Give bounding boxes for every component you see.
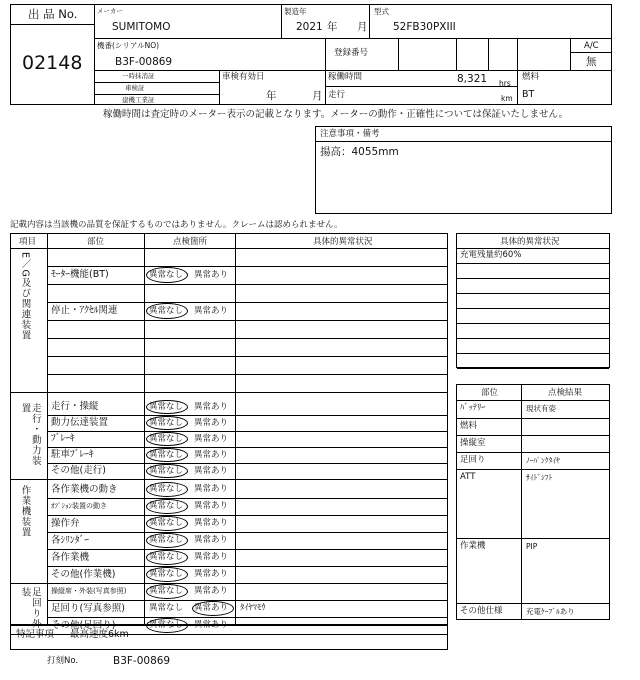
selected-option-circle [146, 416, 188, 430]
selected-option-circle [146, 267, 188, 283]
year-unit: 年 [327, 21, 338, 33]
results-header-part: 部位 [481, 388, 499, 398]
option-normal[interactable]: 異常なし [149, 417, 184, 428]
option-normal[interactable]: 異常なし [149, 305, 184, 316]
row-part: 動力伝達装置 [51, 417, 109, 429]
selected-option-circle [146, 499, 188, 514]
row-part: 走行・操縦 [51, 401, 99, 413]
row-divider [47, 498, 447, 499]
selected-option-circle [146, 464, 188, 478]
row-part: ｵﾌﾟｼｮﾝ装置の動き [51, 502, 107, 510]
option-abnormal[interactable]: 異常あり [194, 586, 229, 596]
table-divider [11, 248, 447, 249]
row-divider [47, 302, 447, 303]
results-part: 足回り [460, 455, 486, 465]
header-detail: 具体的異常状況 [313, 237, 373, 247]
option-abnormal[interactable]: 異常あり [194, 401, 229, 412]
ac-label: A/C [584, 41, 599, 51]
cert-vehicle-inspection: 車検証 [125, 84, 145, 92]
hours-unit: hrs [499, 79, 511, 88]
results-divider [457, 400, 609, 401]
row-divider [47, 374, 447, 375]
results-divider [457, 452, 609, 453]
row-divider [47, 515, 447, 516]
insp-year-unit: 年 [266, 90, 277, 102]
lot-no: 02148 [22, 52, 83, 74]
stamp-no: B3F-00869 [113, 655, 171, 667]
row-divider [47, 431, 447, 432]
detail-divider [457, 368, 609, 369]
option-abnormal[interactable]: 異常あり [194, 569, 229, 579]
option-abnormal[interactable]: 異常あり [194, 449, 229, 460]
model-label: 型式 [374, 7, 389, 16]
serial-label: 機番(シリアルNO) [97, 41, 160, 50]
row-divider [47, 266, 447, 267]
row-divider [47, 463, 447, 464]
header-divider [94, 38, 612, 39]
option-normal[interactable]: 異常なし [149, 586, 184, 596]
option-abnormal[interactable]: 異常あり [194, 501, 229, 511]
header-divider [281, 4, 282, 38]
option-abnormal[interactable]: 異常あり [194, 417, 229, 428]
year-label: 製造年 [284, 7, 307, 16]
row-divider [47, 549, 447, 550]
remarks-divider [315, 141, 612, 142]
results-part: その他仕様 [460, 606, 503, 616]
option-abnormal[interactable]: 異常あり [194, 269, 229, 280]
header-divider [517, 70, 518, 105]
row-part: 各作業機 [51, 551, 90, 563]
selected-option-circle [146, 448, 188, 462]
header-divider [94, 82, 219, 83]
reg-label: 登録番号 [334, 48, 369, 58]
selected-option-circle [146, 516, 188, 531]
header-divider [398, 38, 399, 70]
header-divider [369, 4, 370, 38]
hours-value: 8,321 [457, 73, 488, 85]
results-value: ｻｲﾄﾞｼﾌﾄ [526, 473, 553, 482]
header-check: 点検箇所 [173, 237, 208, 247]
option-abnormal[interactable]: 異常あり [194, 433, 229, 444]
header-divider [325, 38, 326, 70]
results-header-result: 点検結果 [548, 388, 583, 398]
row-part: 各作業機の動き [51, 483, 118, 495]
detail-divider [457, 353, 609, 354]
row-part: 停止・ｱｸｾﾙ関連 [51, 305, 118, 317]
special-label: 特記事項 [16, 629, 55, 640]
hours-label: 稼働時間 [328, 72, 363, 82]
option-normal[interactable]: 異常なし [149, 433, 184, 444]
row-divider [47, 566, 447, 567]
maker-label: メーカー [97, 7, 123, 15]
inspection-table [10, 233, 448, 631]
option-normal[interactable]: 異常なし [149, 501, 184, 511]
option-normal[interactable]: 異常なし [149, 569, 184, 579]
header-divider [325, 70, 326, 105]
row-detail: ﾀｲﾔﾏﾓｳ [240, 603, 266, 613]
selected-option-circle [146, 432, 188, 446]
cert-temp-deregistration: 一時抹消証 [122, 72, 155, 80]
serial-value: B3F-00869 [115, 56, 173, 68]
option-normal[interactable]: 異常なし [149, 620, 184, 630]
ac-value: 無 [586, 56, 597, 68]
section-title: 作業機装置 [19, 485, 31, 538]
detail-divider [457, 248, 609, 249]
fuel-label: 燃料 [522, 72, 540, 82]
row-divider [47, 600, 447, 601]
selected-option-circle [146, 400, 188, 414]
selected-option-circle [146, 550, 188, 565]
special-text: 最高速度6km [70, 629, 129, 640]
remarks-label: 注意事項・備考 [320, 129, 380, 139]
row-part: 駐車ﾌﾞﾚｰｷ [51, 449, 94, 461]
option-normal[interactable]: 異常なし [149, 603, 184, 613]
row-divider [47, 617, 447, 618]
hours-note: 稼働時間は査定時のメーター表示の記載となります。メーターの動作・正確性については保証いたしません。 [103, 109, 569, 120]
row-divider [47, 415, 447, 416]
header-divider [94, 4, 95, 105]
maker-value: SUMITOMO [112, 21, 171, 33]
option-normal[interactable]: 異常なし [149, 449, 184, 460]
right-results-box [456, 384, 610, 620]
option-normal[interactable]: 異常なし [149, 518, 184, 528]
remarks-box [315, 126, 612, 214]
results-value: ﾉｰﾊﾟﾝｸﾀｲﾔ [526, 456, 560, 465]
option-abnormal[interactable]: 異常あり [194, 603, 229, 613]
inspection-label: 車検有効日 [222, 72, 265, 82]
travel-label: 走行 [328, 90, 346, 100]
results-divider [457, 435, 609, 436]
option-normal[interactable]: 異常なし [149, 401, 184, 412]
selected-option-circle [146, 533, 188, 548]
month-unit: 月 [357, 21, 368, 33]
results-part: 作業機 [460, 541, 486, 551]
header-divider [488, 38, 489, 70]
stamp-label: 打刻No. [47, 656, 79, 666]
header-item: 項目 [19, 237, 37, 247]
results-divider [457, 603, 609, 604]
right-detail-box [456, 233, 610, 368]
year-value: 2021 [296, 21, 323, 33]
row-divider [11, 583, 447, 584]
results-part: ATT [460, 472, 476, 482]
header-part: 部位 [87, 237, 105, 247]
results-part: 燃料 [460, 421, 478, 431]
row-part: その他(作業機) [51, 568, 116, 580]
option-abnormal[interactable]: 異常あり [194, 620, 229, 630]
results-divider [457, 418, 609, 419]
option-abnormal[interactable]: 異常あり [194, 305, 229, 316]
detail-divider [457, 338, 609, 339]
row-part: その他(足回り) [51, 619, 116, 631]
cert-construction-machine: 建機工業証 [122, 96, 155, 104]
option-normal[interactable]: 異常なし [149, 484, 184, 494]
disclaimer: 記載内容は当該機の品質を保証するものではありません。クレームは認められません。 [10, 220, 343, 230]
option-abnormal[interactable]: 異常あり [194, 535, 229, 545]
results-divider [521, 385, 522, 619]
lot-no-label: 出 品 No. [28, 7, 78, 21]
row-divider [47, 356, 447, 357]
row-divider [47, 320, 447, 321]
insp-month-unit: 月 [312, 90, 323, 102]
header-divider [10, 24, 94, 25]
option-abnormal[interactable]: 異常あり [194, 465, 229, 476]
detail-line: 充電残量約60% [460, 250, 522, 260]
option-abnormal[interactable]: 異常あり [194, 518, 229, 528]
results-value: PIP [526, 542, 538, 551]
row-divider [47, 338, 447, 339]
option-normal[interactable]: 異常なし [149, 535, 184, 545]
model-value: 52FB30PXIII [393, 21, 456, 33]
remarks-text: 揚高：4055mm [320, 146, 399, 158]
results-part: ﾊﾞｯﾃﾘｰ [460, 403, 486, 413]
results-value: 充電ｹｰﾌﾞﾙあり [526, 607, 575, 616]
row-part: 足回り(写真参照) [51, 602, 125, 614]
option-abnormal[interactable]: 異常あり [194, 484, 229, 494]
row-divider [47, 447, 447, 448]
option-abnormal[interactable]: 異常あり [194, 552, 229, 562]
header-divider [570, 38, 571, 70]
km-unit: km [501, 94, 513, 103]
row-divider [47, 532, 447, 533]
row-divider [47, 284, 447, 285]
section-title: 走行・動力装置 [19, 403, 41, 466]
fuel-value: BT [522, 89, 535, 100]
results-value: 現状有姿 [526, 404, 556, 413]
detail-divider [457, 308, 609, 309]
header-divider [517, 38, 518, 70]
selected-option-circle [146, 303, 188, 319]
results-divider [457, 469, 609, 470]
detail-divider [457, 278, 609, 279]
row-divider [11, 392, 447, 393]
selected-option-circle [146, 482, 188, 497]
header-divider [219, 70, 220, 105]
selected-option-circle [146, 567, 188, 582]
row-part: 操縦席・外装(写真参照) [51, 587, 127, 595]
results-divider [457, 538, 609, 539]
row-part: ﾓｰﾀｰ機能(BT) [51, 269, 109, 281]
results-part: 操縦室 [460, 438, 486, 448]
option-normal[interactable]: 異常なし [149, 269, 184, 280]
section-title: E／G及び関連装置 [19, 252, 31, 341]
header-divider [570, 52, 612, 53]
detail-divider [457, 323, 609, 324]
selected-option-circle [192, 601, 234, 616]
section-title: 足回り外装 [19, 587, 41, 629]
row-part: 各ｼﾘﾝﾀﾞｰ [51, 534, 90, 546]
header-divider [325, 86, 517, 87]
header-divider [456, 38, 457, 70]
header-divider [94, 70, 612, 71]
row-divider [11, 479, 447, 480]
row-part: その他(走行) [51, 465, 106, 477]
right-detail-header: 具体的異常状況 [500, 237, 560, 247]
selected-option-circle [146, 584, 188, 599]
row-part: ﾌﾞﾚｰｷ [51, 433, 75, 445]
option-normal[interactable]: 異常なし [149, 465, 184, 476]
row-part: 操作弁 [51, 517, 80, 529]
detail-divider [457, 293, 609, 294]
option-normal[interactable]: 異常なし [149, 552, 184, 562]
header-divider [94, 94, 219, 95]
detail-divider [457, 263, 609, 264]
